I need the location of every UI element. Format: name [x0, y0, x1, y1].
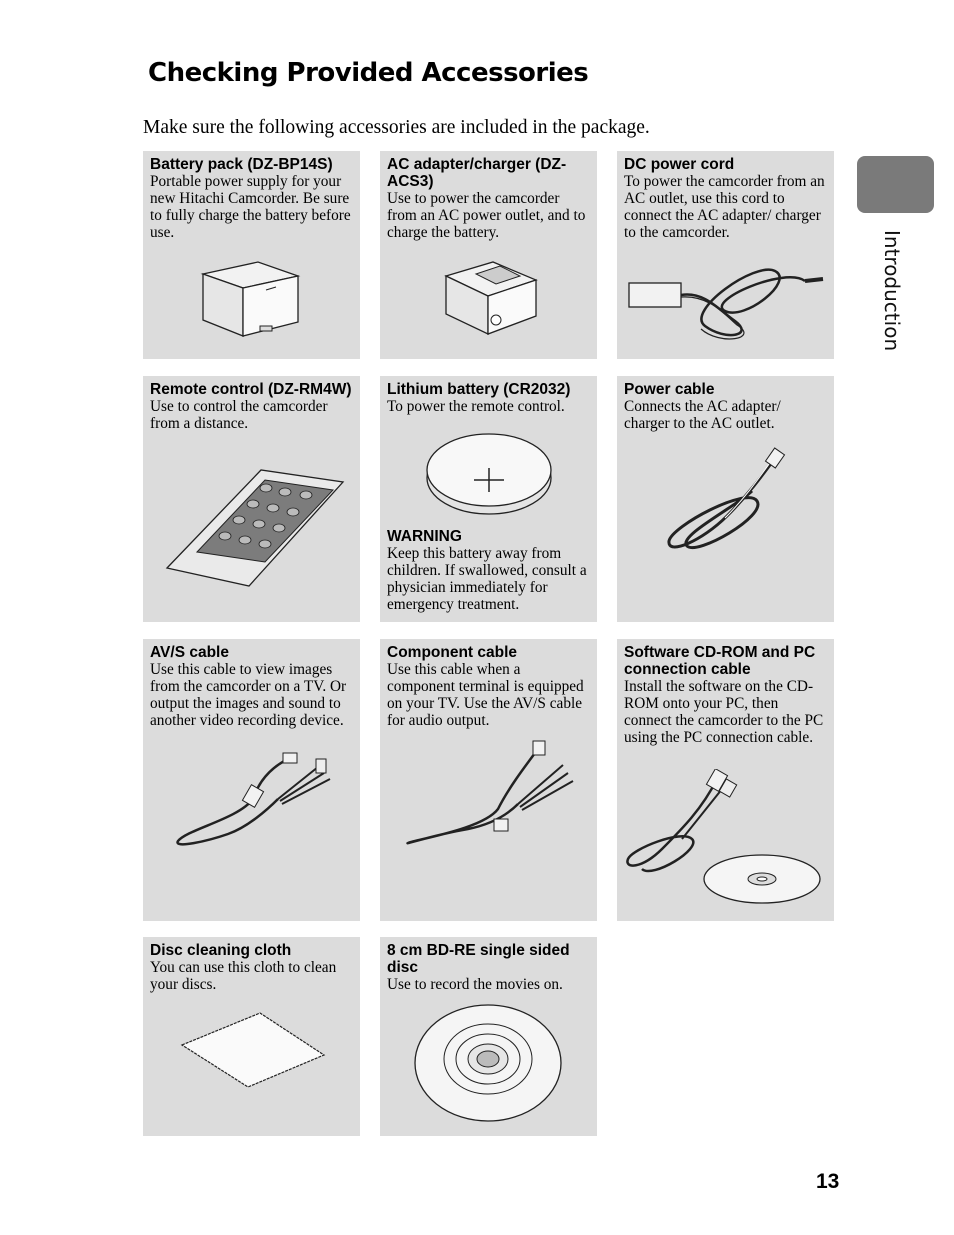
power-cable-illustration [657, 446, 797, 566]
component-cable-illustration [398, 739, 578, 851]
battery-pack-illustration [198, 256, 308, 341]
card-title: Power cable [624, 381, 715, 398]
card-description: Use to record the movies on. [387, 976, 563, 993]
accessory-card-battery-pack [143, 151, 360, 359]
accessory-card-power-cable [617, 376, 834, 622]
lithium-battery-illustration [424, 428, 554, 518]
bd-re-disc-illustration [412, 1001, 564, 1129]
card-description: To power the camcorder from an AC outlet, use this cord to connect the AC adapter/ charger to the camcorder. [624, 173, 825, 241]
accessory-card-component-cable [380, 639, 597, 921]
accessory-card-lithium-battery [380, 376, 597, 622]
avs-cable-illustration [168, 749, 338, 849]
card-title: Component cable [387, 644, 518, 661]
card-title: DC power cord [624, 156, 735, 173]
card-title: Disc cleaning cloth [150, 942, 292, 959]
remote-control-illustration [161, 468, 351, 590]
accessory-card-bd-re-disc [380, 937, 597, 1136]
page-title: Checking Provided Accessories [148, 58, 589, 88]
cd-rom-and-cable-illustration [622, 769, 827, 904]
accessory-card-disc-cleaning-cloth [143, 937, 360, 1136]
card-title: Battery pack (DZ-BP14S) [150, 156, 333, 173]
card-description: Use this cable when a component terminal is equipped on your TV. Use the AV/S cable for audio output. [387, 661, 584, 729]
dc-power-cord-illustration [625, 251, 830, 351]
card-description: Use this cable to view images from the camcorder on a TV. Or output the images and sound to another video recording device. [150, 661, 347, 729]
card-description: Use to power the camcorder from an AC power outlet, and to charge the battery. [387, 190, 586, 241]
accessory-card-avs-cable [143, 639, 360, 921]
accessory-card-software-cd-rom [617, 639, 834, 921]
accessory-card-dc-power-cord [617, 151, 834, 359]
card-title: AC adapter/charger (DZ-ACS3) [387, 156, 567, 190]
warning-title: WARNING [387, 528, 462, 545]
section-tab-marker [857, 156, 934, 213]
accessory-card-remote-control [143, 376, 360, 622]
card-title: Lithium battery (CR2032) [387, 381, 571, 398]
card-description: Install the software on the CD-ROM onto your PC, then connect the camcorder to the PC using the PC connection cable. [624, 678, 824, 746]
card-title: Software CD-ROM and PC connection cable [624, 644, 816, 678]
card-title: 8 cm BD-RE single sided disc [387, 942, 570, 976]
intro-text: Make sure the following accessories are included in the package. [143, 117, 650, 138]
card-description: You can use this cloth to clean your discs. [150, 959, 337, 993]
warning-text: Keep this battery away from children. If swallowed, consult a physician immediately for emergency treatment. [387, 545, 587, 613]
section-side-label: Introduction [880, 230, 904, 352]
card-title: Remote control (DZ-RM4W) [150, 381, 352, 398]
ac-adapter-illustration [438, 256, 543, 341]
card-description: Connects the AC adapter/ charger to the AC outlet. [624, 398, 781, 432]
card-description: Use to control the camcorder from a distance. [150, 398, 328, 432]
accessory-card-ac-adapter [380, 151, 597, 359]
cleaning-cloth-illustration [178, 1007, 328, 1092]
card-description: Portable power supply for your new Hitachi Camcorder. Be sure to fully charge the battery before use. [150, 173, 351, 241]
card-description: To power the remote control. [387, 398, 565, 415]
page-number: 13 [816, 1170, 840, 1193]
card-title: AV/S cable [150, 644, 229, 661]
